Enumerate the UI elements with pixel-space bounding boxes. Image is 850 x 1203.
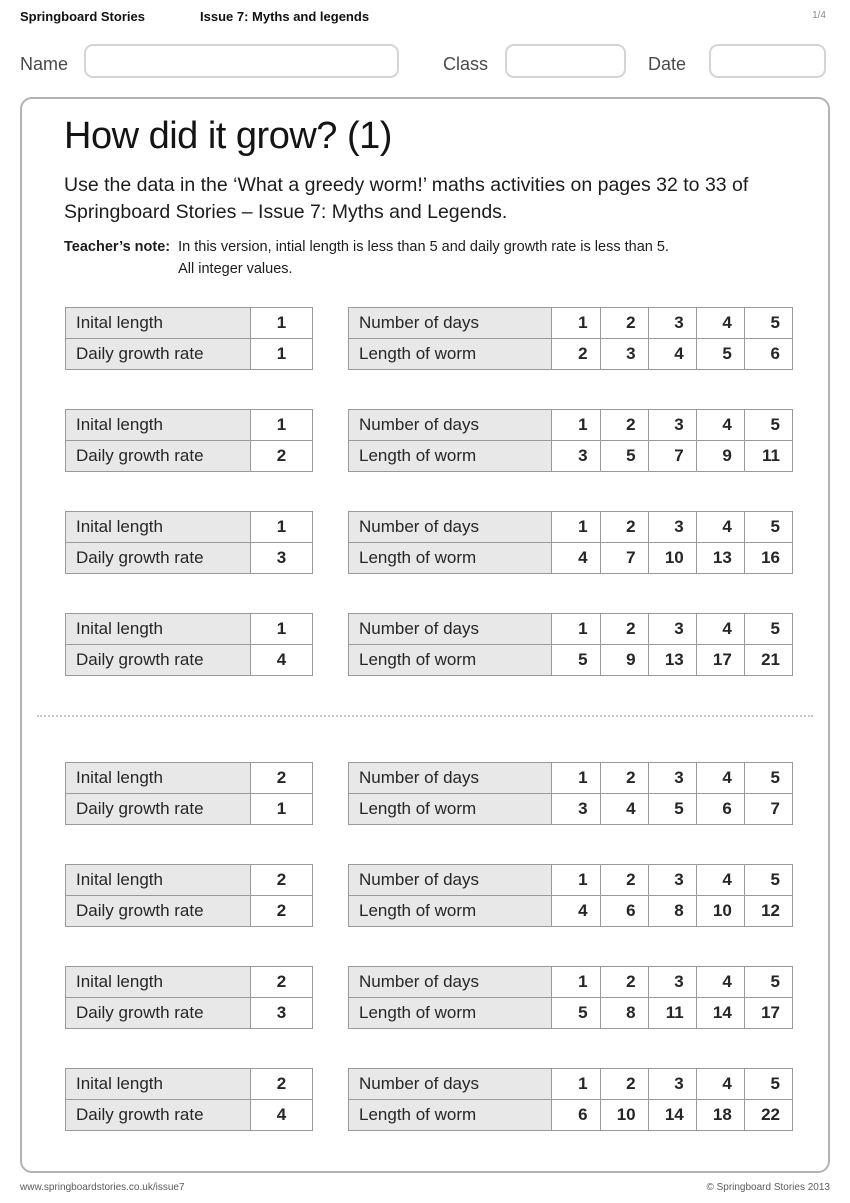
length-value: 17 [696,644,744,675]
day-value: 3 [648,762,696,793]
params-table [65,511,313,574]
brand-title: Springboard Stories [20,9,145,24]
results-table [348,1068,793,1131]
params-table [65,307,313,370]
worm-growth-block [65,613,828,676]
day-value: 5 [744,762,792,793]
length-value: 5 [696,338,744,369]
table-row [66,1068,313,1099]
results-table [348,613,793,676]
table-row [349,613,793,644]
name-label: Name [20,54,69,74]
table-row [66,762,313,793]
results-table [348,409,793,472]
initial-length-value: 1 [251,409,313,440]
footer-url: www.springboardstories.co.uk/issue7 [20,1182,185,1193]
issue-title: Issue 7: Myths and legends [200,9,370,24]
class-label: Class [443,54,489,74]
section-divider [37,715,813,717]
initial-length-label: Inital length [66,762,251,793]
length-value: 6 [600,895,648,926]
params-table [65,864,313,927]
day-value: 5 [744,966,792,997]
results-table [348,762,793,825]
table-row [349,644,793,675]
class-input[interactable] [505,44,626,78]
teachers-note-label: Teacher’s note: [64,239,171,256]
daily-growth-rate-value: 3 [251,542,313,573]
daily-growth-rate-label: Daily growth rate [66,644,251,675]
params-table [65,613,313,676]
day-value: 1 [552,409,600,440]
daily-growth-rate-value: 1 [251,793,313,824]
day-value: 5 [744,864,792,895]
number-of-days-label: Number of days [349,307,552,338]
params-table [65,762,313,825]
number-of-days-label: Number of days [349,1068,552,1099]
day-value: 4 [696,613,744,644]
initial-length-value: 2 [251,966,313,997]
length-of-worm-label: Length of worm [349,997,552,1028]
daily-growth-rate-value: 1 [251,338,313,369]
worm-growth-block [65,864,828,927]
length-value: 4 [648,338,696,369]
worm-growth-block [65,966,828,1029]
day-value: 4 [696,966,744,997]
name-input[interactable] [84,44,399,78]
daily-growth-rate-value: 3 [251,997,313,1028]
length-value: 13 [696,542,744,573]
day-value: 3 [648,1068,696,1099]
length-value: 3 [552,440,600,471]
results-table [348,511,793,574]
length-value: 5 [600,440,648,471]
day-value: 5 [744,1068,792,1099]
initial-length-label: Inital length [66,864,251,895]
length-value: 6 [744,338,792,369]
length-value: 9 [600,644,648,675]
number-of-days-label: Number of days [349,613,552,644]
day-value: 1 [552,864,600,895]
length-value: 4 [552,542,600,573]
intro-text: Use the data in the ‘What a greedy worm!’ maths activities on pages 32 to 33 of Springboard Stories – Issue 7: Myths and Legends. [64,173,749,224]
daily-growth-rate-label: Daily growth rate [66,997,251,1028]
initial-length-label: Inital length [66,966,251,997]
length-value: 5 [552,997,600,1028]
length-value: 12 [744,895,792,926]
page-title: How did it grow? (1) [64,115,392,157]
table-row [66,644,313,675]
daily-growth-rate-value: 4 [251,1099,313,1130]
results-table [348,307,793,370]
table-row [349,762,793,793]
teachers-note [64,237,828,281]
length-value: 5 [648,793,696,824]
length-value: 11 [744,440,792,471]
table-row [66,409,313,440]
day-value: 3 [648,307,696,338]
initial-length-label: Inital length [66,613,251,644]
day-value: 1 [552,762,600,793]
table-row [66,307,313,338]
worm-growth-block [65,762,828,825]
length-value: 18 [696,1099,744,1130]
day-value: 2 [600,1068,648,1099]
length-of-worm-label: Length of worm [349,895,552,926]
daily-growth-rate-label: Daily growth rate [66,895,251,926]
length-of-worm-label: Length of worm [349,793,552,824]
day-value: 1 [552,1068,600,1099]
initial-length-value: 1 [251,613,313,644]
initial-length-label: Inital length [66,409,251,440]
daily-growth-rate-value: 4 [251,644,313,675]
length-value: 14 [648,1099,696,1130]
params-table [65,409,313,472]
teachers-note-line2: All integer values. [178,260,293,277]
day-value: 4 [696,864,744,895]
length-value: 5 [552,644,600,675]
length-value: 7 [600,542,648,573]
table-row [66,440,313,471]
blocks-section-initial-length-1 [22,307,828,676]
length-value: 4 [552,895,600,926]
blocks-section-initial-length-2 [22,762,828,1131]
length-of-worm-label: Length of worm [349,644,552,675]
length-value: 13 [648,644,696,675]
length-value: 3 [552,793,600,824]
worm-growth-block [65,409,828,472]
table-row [349,1099,793,1130]
number-of-days-label: Number of days [349,409,552,440]
number-of-days-label: Number of days [349,511,552,542]
length-value: 6 [552,1099,600,1130]
initial-length-value: 2 [251,762,313,793]
length-value: 10 [696,895,744,926]
daily-growth-rate-label: Daily growth rate [66,793,251,824]
length-value: 3 [600,338,648,369]
day-value: 2 [600,511,648,542]
day-value: 3 [648,409,696,440]
initial-length-label: Inital length [66,511,251,542]
worm-growth-block [65,307,828,370]
number-of-days-label: Number of days [349,966,552,997]
day-value: 4 [696,762,744,793]
length-value: 11 [648,997,696,1028]
date-input[interactable] [709,44,826,78]
table-row [349,409,793,440]
length-value: 2 [552,338,600,369]
number-of-days-label: Number of days [349,864,552,895]
day-value: 4 [696,1068,744,1099]
day-value: 3 [648,864,696,895]
length-value: 16 [744,542,792,573]
length-value: 8 [600,997,648,1028]
day-value: 2 [600,864,648,895]
day-value: 4 [696,409,744,440]
table-row [66,895,313,926]
day-value: 1 [552,613,600,644]
table-row [66,864,313,895]
daily-growth-rate-label: Daily growth rate [66,440,251,471]
day-value: 2 [600,409,648,440]
table-row [349,966,793,997]
length-value: 17 [744,997,792,1028]
length-value: 7 [744,793,792,824]
table-row [349,338,793,369]
params-table [65,966,313,1029]
daily-growth-rate-label: Daily growth rate [66,542,251,573]
day-value: 2 [600,307,648,338]
table-row [349,542,793,573]
day-value: 4 [696,511,744,542]
length-of-worm-label: Length of worm [349,542,552,573]
day-value: 3 [648,511,696,542]
day-value: 3 [648,966,696,997]
day-value: 5 [744,511,792,542]
teachers-note-line1: In this version, intial length is less than 5 and daily growth rate is less than 5. [178,239,669,256]
worm-growth-block [65,1068,828,1131]
length-of-worm-label: Length of worm [349,440,552,471]
day-value: 2 [600,762,648,793]
table-row [66,511,313,542]
results-table [348,864,793,927]
daily-growth-rate-value: 2 [251,440,313,471]
table-row [349,997,793,1028]
initial-length-value: 1 [251,307,313,338]
length-value: 7 [648,440,696,471]
results-table [348,966,793,1029]
table-row [66,997,313,1028]
day-value: 5 [744,613,792,644]
table-row [66,542,313,573]
length-value: 10 [648,542,696,573]
day-value: 1 [552,307,600,338]
length-of-worm-label: Length of worm [349,1099,552,1130]
day-value: 3 [648,613,696,644]
length-value: 8 [648,895,696,926]
table-row [349,793,793,824]
worksheet-page [20,97,830,1173]
initial-length-label: Inital length [66,307,251,338]
day-value: 2 [600,613,648,644]
worm-growth-block [65,511,828,574]
daily-growth-rate-label: Daily growth rate [66,338,251,369]
length-value: 10 [600,1099,648,1130]
table-row [66,793,313,824]
table-row [349,1068,793,1099]
day-value: 1 [552,966,600,997]
initial-length-value: 2 [251,864,313,895]
table-row [66,338,313,369]
day-value: 2 [600,966,648,997]
length-value: 4 [600,793,648,824]
length-value: 21 [744,644,792,675]
initial-length-value: 1 [251,511,313,542]
footer-copyright: © Springboard Stories 2013 [706,1182,830,1193]
table-row [66,966,313,997]
table-row [349,895,793,926]
initial-length-value: 2 [251,1068,313,1099]
length-value: 22 [744,1099,792,1130]
table-row [66,1099,313,1130]
day-value: 4 [696,307,744,338]
teachers-note-text [178,237,669,281]
day-value: 5 [744,307,792,338]
length-value: 6 [696,793,744,824]
day-value: 1 [552,511,600,542]
daily-growth-rate-label: Daily growth rate [66,1099,251,1130]
daily-growth-rate-value: 2 [251,895,313,926]
table-row [349,864,793,895]
length-of-worm-label: Length of worm [349,338,552,369]
date-label: Date [648,54,687,74]
table-row [349,440,793,471]
day-value: 5 [744,409,792,440]
table-row [349,307,793,338]
table-row [349,511,793,542]
page-indicator: 1/4 [812,10,826,21]
number-of-days-label: Number of days [349,762,552,793]
initial-length-label: Inital length [66,1068,251,1099]
length-value: 9 [696,440,744,471]
length-value: 14 [696,997,744,1028]
params-table [65,1068,313,1131]
table-row [66,613,313,644]
